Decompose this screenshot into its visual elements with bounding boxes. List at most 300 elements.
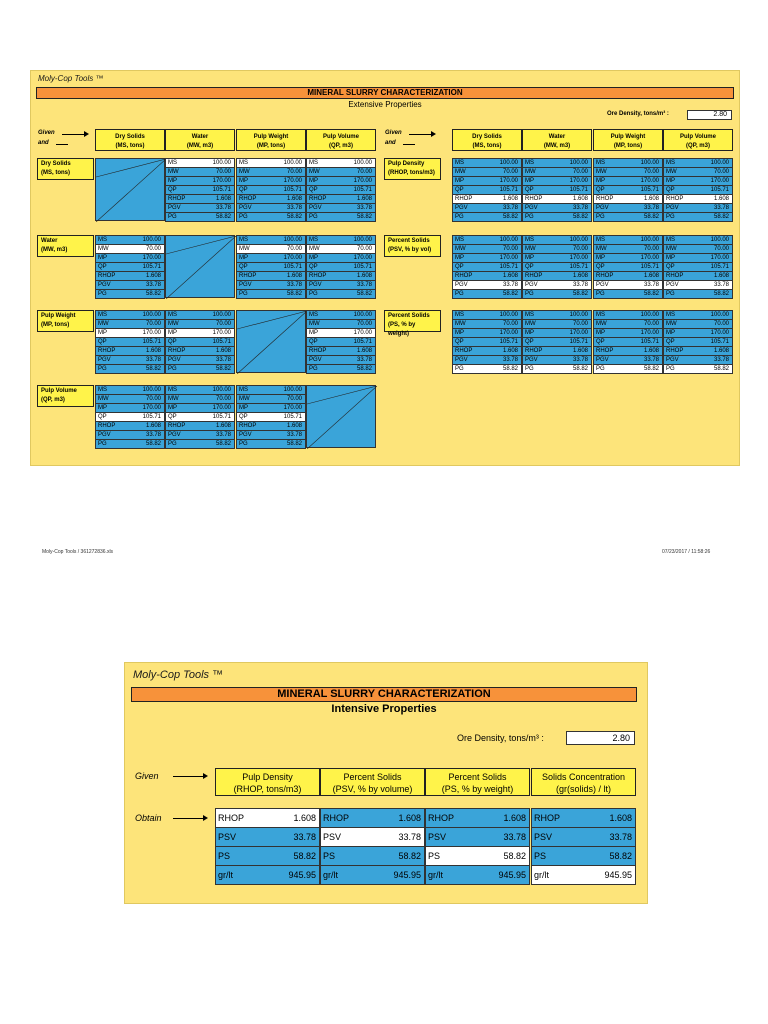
row-label-name: Water [41, 238, 58, 244]
intensive-cell [215, 827, 320, 847]
cell-value: 100.00 [283, 387, 302, 393]
intensive-header-name: Percent Solids [343, 772, 402, 782]
cell-key: MW [455, 169, 466, 175]
cell-key: RHOP [168, 196, 186, 202]
cell-key: PGV [309, 282, 322, 288]
cell-value: 70.00 [286, 246, 302, 252]
cell-value: 58.82 [215, 366, 231, 372]
cell-key: RHOP [455, 196, 473, 202]
cell-value: 33.78 [286, 282, 302, 288]
cell-value: 100.00 [569, 237, 588, 243]
cell-value: 58.82 [502, 291, 518, 297]
intensive-header-box [320, 768, 425, 796]
title-banner-bottom: MINERAL SLURRY CHARACTERIZATION [131, 687, 637, 702]
cell-value: 33.78 [502, 205, 518, 211]
cell-key: QP [596, 187, 605, 193]
cell-value: 33.78 [643, 357, 659, 363]
cell-key: PGV [309, 357, 322, 363]
arrow-icon [56, 144, 68, 145]
column-header-box [95, 129, 165, 151]
cell-key: PG [98, 441, 107, 447]
cell-value: 58.82 [713, 214, 729, 220]
cell-value: 170.00 [499, 330, 518, 336]
cell-key: MP [525, 255, 534, 261]
cell-value: 33.78 [572, 357, 588, 363]
pulp-weight-block-cell [306, 364, 376, 374]
cell-value: 105.71 [569, 264, 588, 270]
cell-value: 170.00 [212, 330, 231, 336]
cell-key: PG [98, 366, 107, 372]
cell-value: 33.78 [643, 205, 659, 211]
cell-value: 33.78 [145, 282, 161, 288]
cell-value: 100.00 [640, 237, 659, 243]
cell-value: 1.608 [215, 348, 231, 354]
column-header-box [236, 129, 306, 151]
row-label-unit: (PSV, % by vol) [388, 247, 432, 253]
cell-value: 58.82 [503, 851, 526, 861]
intensive-cell [320, 865, 425, 885]
cell-value: 33.78 [609, 832, 632, 842]
cell-value: 33.78 [398, 832, 421, 842]
cell-key: MP [666, 255, 675, 261]
intensive-header-name: Percent Solids [448, 772, 507, 782]
cell-value: 945.95 [288, 870, 316, 880]
intensive-cell[interactable] [531, 865, 636, 885]
ore-density-label-top: Ore Density, tons/m³ : [607, 111, 669, 117]
cell-value: 170.00 [569, 255, 588, 261]
cell-value: 1.608 [286, 196, 302, 202]
cell-key: MS [168, 387, 177, 393]
percent-solids-wt-block-cell[interactable] [593, 364, 663, 374]
cell-value: 33.78 [145, 432, 161, 438]
cell-key: RHOP [323, 813, 350, 823]
cell-key: QP [168, 414, 177, 420]
cell-value: 70.00 [145, 321, 161, 327]
column-header-box [663, 129, 733, 151]
cell-key: QP [98, 264, 107, 270]
cell-value: 100.00 [499, 237, 518, 243]
cell-key: RHOP [534, 813, 561, 823]
pulp-volume-block-cell [165, 439, 235, 449]
ore-density-input-bottom[interactable]: 2.80 [566, 731, 635, 745]
cell-value: 58.82 [215, 441, 231, 447]
subtitle-bottom: Intensive Properties [331, 703, 437, 715]
cell-value: 33.78 [286, 205, 302, 211]
arrow-icon [173, 776, 203, 777]
cell-value: 170.00 [142, 405, 161, 411]
and-label-left: and [38, 140, 49, 146]
and-label-right: and [385, 140, 396, 146]
cell-key: PG [596, 214, 605, 220]
cell-key: PGV [98, 357, 111, 363]
cell-value: 1.608 [145, 273, 161, 279]
arrow-head-icon [203, 773, 208, 779]
cell-key: PGV [455, 357, 468, 363]
cell-value: 100.00 [212, 387, 231, 393]
column-header-unit: (MP, tons) [613, 143, 643, 149]
cell-key: RHOP [525, 196, 543, 202]
cell-value: 33.78 [713, 357, 729, 363]
cell-key: PGV [239, 205, 252, 211]
cell-key: RHOP [168, 423, 186, 429]
cell-key: MW [596, 246, 607, 252]
cell-value: 58.82 [398, 851, 421, 861]
pulp-density-block-cell [593, 212, 663, 222]
column-header-unit: (QP, m3) [329, 143, 353, 149]
cell-key: PGV [455, 282, 468, 288]
cell-key: PS [428, 851, 441, 861]
cell-value: 170.00 [283, 405, 302, 411]
cell-key: MP [309, 330, 318, 336]
cell-key: MW [239, 169, 250, 175]
cell-value: 70.00 [502, 246, 518, 252]
cell-value: 70.00 [356, 169, 372, 175]
cell-value: 70.00 [145, 396, 161, 402]
cell-value: 33.78 [356, 205, 372, 211]
cell-key: PG [239, 441, 248, 447]
row-label-name: Pulp Volume [41, 388, 77, 394]
percent-solids-wt-block-cell[interactable] [522, 364, 592, 374]
cell-value: 1.608 [572, 348, 588, 354]
cell-key: RHOP [666, 348, 684, 354]
cell-key: RHOP [596, 273, 614, 279]
intensive-cell[interactable] [425, 846, 530, 866]
cell-value: 1.608 [502, 273, 518, 279]
cell-key: gr/lt [218, 870, 234, 880]
intensive-cell [425, 865, 530, 885]
cell-key: MS [666, 237, 675, 243]
intensive-cell [320, 808, 425, 828]
cell-value: 105.71 [353, 187, 372, 193]
cell-key: PG [525, 366, 534, 372]
water-block-cell [236, 289, 306, 299]
cell-key: PS [534, 851, 547, 861]
cell-key: PG [525, 291, 534, 297]
cell-value: 105.71 [353, 264, 372, 270]
cell-value: 70.00 [643, 246, 659, 252]
cell-key: RHOP [98, 273, 116, 279]
percent-solids-wt-block-cell[interactable] [452, 364, 522, 374]
cell-key: MW [98, 246, 109, 252]
cell-key: MP [98, 405, 107, 411]
cell-key: QP [98, 414, 107, 420]
cell-key: PSV [323, 832, 342, 842]
cell-key: PG [596, 291, 605, 297]
cell-key: PGV [309, 205, 322, 211]
cell-value: 105.71 [499, 339, 518, 345]
percent-solids-vol-block-cell [452, 289, 522, 299]
cell-value: 105.71 [499, 264, 518, 270]
cell-value: 58.82 [713, 291, 729, 297]
column-header-name: Dry Solids [472, 134, 502, 140]
cell-key: MW [455, 246, 466, 252]
cell-key: MP [596, 330, 605, 336]
cell-value: 33.78 [503, 832, 526, 842]
arrow-head-icon [84, 131, 89, 137]
cell-value: 70.00 [502, 321, 518, 327]
cell-key: PG [168, 214, 177, 220]
cell-value: 105.71 [569, 187, 588, 193]
cell-key: MP [239, 255, 248, 261]
cell-key: MP [309, 255, 318, 261]
brand-top: Moly-Cop Tools ™ [38, 74, 104, 83]
cell-value: 100.00 [283, 237, 302, 243]
subtitle-top: Extensive Properties [348, 100, 422, 109]
cell-key: PG [666, 291, 675, 297]
cell-value: 70.00 [502, 169, 518, 175]
intensive-cell [215, 865, 320, 885]
cell-key: QP [98, 339, 107, 345]
cell-key: PG [309, 291, 318, 297]
pulp-weight-block-cell [95, 364, 165, 374]
cell-key: RHOP [666, 273, 684, 279]
cell-key: RHOP [309, 196, 327, 202]
column-header-name: Dry Solids [115, 134, 145, 140]
cell-value: 58.82 [286, 291, 302, 297]
row-label-box [37, 310, 94, 332]
cell-value: 170.00 [499, 178, 518, 184]
cell-value: 58.82 [145, 366, 161, 372]
intensive-header-box [425, 768, 530, 796]
cell-value: 33.78 [502, 282, 518, 288]
cell-value: 58.82 [356, 366, 372, 372]
intensive-header-unit: (RHOP, tons/m3) [233, 784, 302, 794]
cell-key: QP [455, 187, 464, 193]
cell-value: 100.00 [499, 312, 518, 318]
cell-key: MW [525, 169, 536, 175]
cell-value: 1.608 [398, 813, 421, 823]
cell-key: MW [98, 321, 109, 327]
cell-key: MW [98, 396, 109, 402]
cell-key: PG [455, 366, 464, 372]
cell-key: MW [309, 321, 320, 327]
intensive-cell [215, 846, 320, 866]
row-label-box [384, 235, 441, 257]
pulp-weight-block-cell [165, 364, 235, 374]
cell-key: MP [168, 178, 177, 184]
column-header-unit: (MW, m3) [186, 143, 214, 149]
cell-key: MS [596, 312, 605, 318]
intensive-cell [425, 808, 530, 828]
cell-value: 70.00 [643, 321, 659, 327]
intensive-header-name: Solids Concentration [541, 772, 626, 782]
cell-key: QP [309, 264, 318, 270]
cell-key: QP [239, 414, 248, 420]
pulp-density-block-cell [663, 212, 733, 222]
cell-value: 1.608 [643, 348, 659, 354]
cell-key: MS [309, 312, 318, 318]
cell-key: MW [309, 169, 320, 175]
cell-key: PG [666, 366, 675, 372]
cell-value: 170.00 [569, 330, 588, 336]
intensive-cell[interactable] [320, 827, 425, 847]
cell-value: 1.608 [145, 423, 161, 429]
cell-key: MW [168, 169, 179, 175]
intensive-header-box [215, 768, 320, 796]
cell-key: RHOP [98, 348, 116, 354]
cell-key: PGV [596, 205, 609, 211]
intensive-header-unit: (PSV, % by volume) [332, 784, 413, 794]
pulp-density-block-cell [452, 212, 522, 222]
intensive-cell [531, 846, 636, 866]
cell-key: PSV [428, 832, 447, 842]
cell-value: 1.608 [356, 196, 372, 202]
given-label-left: Given [38, 130, 55, 136]
column-header-box [593, 129, 663, 151]
cell-key: QP [596, 339, 605, 345]
cell-value: 105.71 [710, 264, 729, 270]
column-header-unit: (MS, tons) [115, 143, 145, 149]
cell-key: PGV [98, 282, 111, 288]
arrow-icon [173, 818, 203, 819]
row-label-name: Dry Solids [41, 161, 71, 167]
cell-key: RHOP [455, 273, 473, 279]
cell-value: 170.00 [353, 330, 372, 336]
cell-key: RHOP [309, 273, 327, 279]
cell-value: 1.608 [503, 813, 526, 823]
cell-value: 33.78 [215, 432, 231, 438]
cell-key: RHOP [309, 348, 327, 354]
cell-value: 100.00 [212, 160, 231, 166]
cell-key: PGV [596, 357, 609, 363]
cell-value: 100.00 [499, 160, 518, 166]
intensive-header-unit: (PS, % by weight) [441, 784, 514, 794]
row-label-name: Pulp Density [388, 161, 425, 167]
cell-key: QP [596, 264, 605, 270]
cell-key: gr/lt [534, 870, 550, 880]
cell-value: 170.00 [710, 255, 729, 261]
cell-value: 58.82 [286, 441, 302, 447]
cell-key: MS [525, 160, 534, 166]
cell-value: 58.82 [356, 291, 372, 297]
arrow-icon [62, 134, 84, 135]
cell-value: 33.78 [215, 205, 231, 211]
cell-key: QP [168, 187, 177, 193]
cell-key: MS [596, 237, 605, 243]
cell-value: 1.608 [713, 348, 729, 354]
percent-solids-wt-block-cell[interactable] [663, 364, 733, 374]
cell-value: 105.71 [283, 414, 302, 420]
cell-key: PGV [525, 282, 538, 288]
cell-value: 100.00 [710, 312, 729, 318]
cell-key: MP [666, 178, 675, 184]
cell-key: RHOP [239, 196, 257, 202]
cell-value: 170.00 [142, 330, 161, 336]
cell-value: 100.00 [212, 312, 231, 318]
cell-key: PGV [596, 282, 609, 288]
cell-key: MP [309, 178, 318, 184]
cell-value: 70.00 [215, 321, 231, 327]
cell-value: 58.82 [145, 441, 161, 447]
row-label-unit: (MW, m3) [41, 247, 68, 253]
cell-key: RHOP [239, 423, 257, 429]
water-block-cell [95, 289, 165, 299]
cell-value: 33.78 [572, 282, 588, 288]
cell-value: 1.608 [215, 196, 231, 202]
cell-key: MP [525, 330, 534, 336]
cell-key: MW [168, 321, 179, 327]
cell-value: 33.78 [286, 432, 302, 438]
cell-key: MW [525, 321, 536, 327]
column-header-name: Pulp Volume [323, 134, 359, 140]
cell-key: PGV [666, 282, 679, 288]
cell-value: 58.82 [643, 291, 659, 297]
cell-value: 1.608 [572, 273, 588, 279]
cell-value: 170.00 [283, 255, 302, 261]
cell-value: 105.71 [283, 187, 302, 193]
cell-key: RHOP [239, 273, 257, 279]
cell-key: MP [98, 330, 107, 336]
row-label-name: Percent Solids [388, 313, 430, 319]
cell-value: 100.00 [283, 160, 302, 166]
cell-key: PG [309, 214, 318, 220]
intensive-cell [425, 827, 530, 847]
cell-value: 100.00 [353, 312, 372, 318]
cell-key: MS [455, 312, 464, 318]
cell-key: MW [168, 396, 179, 402]
cell-key: PG [455, 214, 464, 220]
cell-value: 105.71 [640, 187, 659, 193]
cell-value: 170.00 [353, 255, 372, 261]
cell-key: PGV [168, 432, 181, 438]
ore-density-input-top[interactable]: 2.80 [687, 110, 732, 120]
dry-solids-block-cell [236, 212, 306, 222]
cell-key: MS [525, 312, 534, 318]
cell-value: 100.00 [142, 237, 161, 243]
ore-density-label-bottom: Ore Density, tons/m³ : [457, 733, 544, 743]
cell-key: MP [455, 255, 464, 261]
cell-key: MS [168, 312, 177, 318]
cell-key: MS [168, 160, 177, 166]
cell-key: RHOP [218, 813, 245, 823]
cell-value: 33.78 [643, 282, 659, 288]
cell-value: 170.00 [640, 255, 659, 261]
cell-value: 70.00 [572, 321, 588, 327]
cell-value: 58.82 [286, 214, 302, 220]
cell-value: 170.00 [353, 178, 372, 184]
intensive-header-unit: (gr(solids) / lt) [555, 784, 611, 794]
cell-key: MS [455, 160, 464, 166]
cell-value: 1.608 [215, 423, 231, 429]
cell-value: 70.00 [215, 396, 231, 402]
cell-key: PGV [525, 205, 538, 211]
cell-value: 70.00 [572, 169, 588, 175]
row-label-box [37, 385, 94, 407]
cell-key: PG [168, 441, 177, 447]
cell-key: PG [98, 291, 107, 297]
cell-key: MW [596, 321, 607, 327]
row-label-name: Percent Solids [388, 238, 430, 244]
cell-key: PGV [98, 432, 111, 438]
cell-value: 33.78 [713, 205, 729, 211]
cell-value: 1.608 [713, 273, 729, 279]
column-header-name: Pulp Weight [610, 134, 646, 140]
cell-value: 33.78 [145, 357, 161, 363]
cell-value: 58.82 [145, 291, 161, 297]
cell-key: QP [666, 187, 675, 193]
cell-key: MP [596, 255, 605, 261]
column-header-box [522, 129, 592, 151]
cell-value: 105.71 [212, 339, 231, 345]
intensive-cell[interactable] [215, 808, 320, 828]
cell-key: RHOP [525, 273, 543, 279]
row-label-unit: (MS, tons) [41, 170, 70, 176]
cell-key: QP [239, 187, 248, 193]
cell-key: MS [239, 237, 248, 243]
cell-key: PG [239, 291, 248, 297]
cell-key: MP [239, 405, 248, 411]
intensive-cell [531, 808, 636, 828]
